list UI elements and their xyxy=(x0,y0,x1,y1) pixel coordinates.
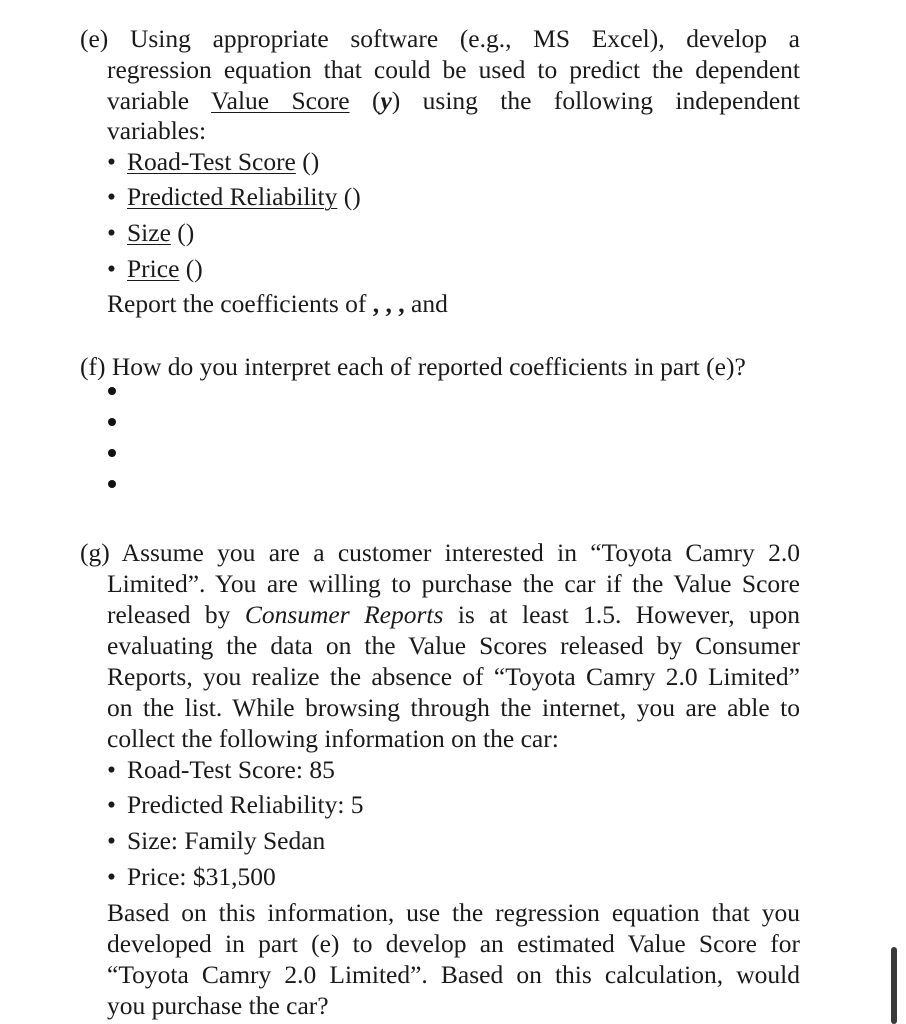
empty-bullet xyxy=(108,480,116,488)
part-e-line-3-rest: using the following independent xyxy=(422,86,801,115)
bullet-point: • xyxy=(107,182,116,211)
independent-variable-item xyxy=(107,147,319,177)
part-g-closing-3: “Toyota Camry 2.0 Limited”. Based on this calculation, would xyxy=(107,960,800,989)
part-g-closing-1: Based on this information, use the regression equation that you xyxy=(107,898,800,927)
bullet-point: • xyxy=(107,755,116,784)
coefficient-placeholder: () xyxy=(179,254,203,283)
independent-variable-label: Predicted Reliability xyxy=(127,182,338,211)
part-f-question: (f) How do you interpret each of reported coefficients in part (e)? xyxy=(80,352,746,381)
bullet-point: • xyxy=(107,254,116,283)
report-commas: , , , xyxy=(366,289,405,318)
report-text: Report the coefficients of xyxy=(107,289,367,318)
empty-bullet xyxy=(108,418,116,426)
report-coefficients-line xyxy=(107,289,448,319)
vertical-scrollbar[interactable] xyxy=(891,947,897,1024)
empty-bullet xyxy=(108,449,116,457)
bullet-point: • xyxy=(107,218,116,247)
part-e-line-2: regression equation that could be used to predict the dependent xyxy=(107,55,800,84)
independent-variable-label: Price xyxy=(127,254,180,283)
publication-name: Consumer Reports xyxy=(244,600,444,629)
part-g-line-4: evaluating the data on the Value Scores released by Consumer xyxy=(107,631,800,660)
bullet-point: • xyxy=(107,826,116,855)
bullet-point: • xyxy=(107,790,116,819)
part-g-line-5: Reports, you realize the absence of “Toyota Camry 2.0 Limited” xyxy=(107,662,800,691)
independent-variable-item xyxy=(107,218,194,248)
part-e-line-1: (e) Using appropriate software (e.g., MS Excel), develop a xyxy=(80,24,800,53)
car-info-text: Road-Test Score: 85 xyxy=(127,755,335,784)
part-g-line-3 xyxy=(107,600,800,630)
dependent-variable-symbol: (y) xyxy=(371,86,401,115)
car-info-item xyxy=(107,826,325,856)
car-info-text: Size: Family Sedan xyxy=(127,826,326,855)
part-g-line-3-start: released by xyxy=(107,600,231,629)
empty-bullet xyxy=(108,387,116,395)
part-g-line-1: (g) Assume you are a customer interested in “Toyota Camry 2.0 xyxy=(80,538,800,567)
dependent-variable-name: Value Score xyxy=(211,86,350,115)
report-and: and xyxy=(404,289,448,318)
car-info-text: Predicted Reliability: 5 xyxy=(127,790,364,819)
car-info-item xyxy=(107,790,364,820)
coefficient-placeholder: () xyxy=(170,218,195,247)
independent-variable-label: Size xyxy=(127,218,171,247)
coefficient-placeholder: () xyxy=(337,182,361,211)
car-info-text: Price: $31,500 xyxy=(127,862,276,891)
coefficient-placeholder: () xyxy=(295,147,320,176)
y-symbol: y xyxy=(380,86,392,115)
independent-variable-item xyxy=(107,182,361,212)
bullet-point: • xyxy=(107,862,116,891)
part-g-line-2: Limited”. You are willing to purchase the car if the Value Score xyxy=(107,569,800,598)
part-g-line-6: on the list. While browsing through the internet, you are able to xyxy=(107,693,800,722)
bullet-point: • xyxy=(107,147,116,176)
part-g-line-3-rest: is at least 1.5. However, upon xyxy=(457,600,801,629)
part-g-closing-2: developed in part (e) to develop an estimated Value Score for xyxy=(107,929,800,958)
car-info-item xyxy=(107,862,276,892)
part-e-variable-word: variable xyxy=(107,86,190,115)
independent-variable-item xyxy=(107,254,203,284)
independent-variable-label: Road-Test Score xyxy=(127,147,296,176)
part-g-closing-4: you purchase the car? xyxy=(107,991,329,1020)
part-e-line-4: variables: xyxy=(107,116,207,145)
part-e-line-3 xyxy=(107,86,800,116)
car-info-item xyxy=(107,755,335,785)
part-g-line-7: collect the following information on the car: xyxy=(107,724,559,753)
